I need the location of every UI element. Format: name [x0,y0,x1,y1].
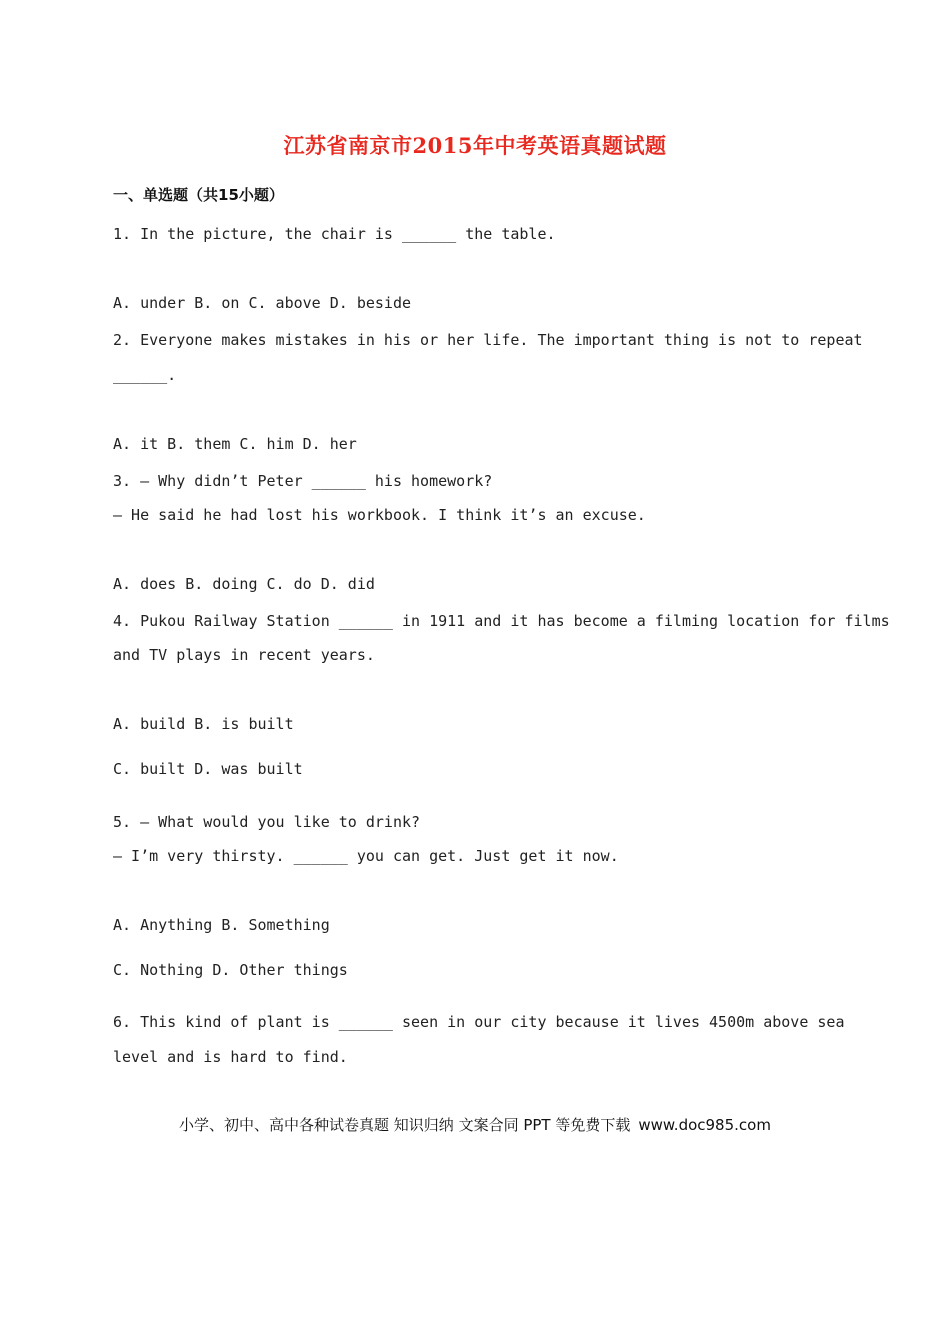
question-5-options-line-2: C. Nothing D. Other things [113,961,348,979]
question-1-stem-line-1: 1. In the picture, the chair is ______ the table. [113,225,556,243]
question-3-options-line-1: A. does B. doing C. do D. did [113,575,375,593]
footer-link[interactable]: www.doc985.com [638,1116,771,1134]
document-title: 江苏省南京市2015年中考英语真题试题 [283,133,667,158]
question-5-stem-line-2: — I’m very thirsty. ______ you can get. Just get it now. [113,847,619,865]
question-2-stem-line-2: ______. [113,366,177,384]
question-2-options-line-1: A. it B. them C. him D. her [113,435,357,453]
question-4-options-line-1: A. build B. is built [113,715,294,733]
question-6-stem-line-2: level and is hard to find. [113,1048,348,1066]
section-heading: 一、单选题（共15小题） [113,186,284,204]
footer-text: 小学、初中、高中各种试卷真题 知识归纳 文案合同 PPT 等免费下载 [179,1116,631,1134]
question-4-options-line-2: C. built D. was built [113,760,303,778]
question-1-options-line-1: A. under B. on C. above D. beside [113,294,412,312]
question-6-stem-line-1: 6. This kind of plant is ______ seen in our city because it lives 4500m above sea [113,1013,845,1031]
question-5-options-line-1: A. Anything B. Something [113,916,330,934]
question-2-stem-line-1: 2. Everyone makes mistakes in his or her life. The important thing is not to repeat [113,331,863,349]
question-3-stem-line-2: — He said he had lost his workbook. I think it’s an excuse. [113,506,646,524]
page-footer [0,1114,950,1135]
question-4-stem-line-1: 4. Pukou Railway Station ______ in 1911 and it has become a filming location for films [113,612,890,630]
question-4-stem-line-2: and TV plays in recent years. [113,646,375,664]
question-3-stem-line-1: 3. — Why didn’t Peter ______ his homework? [113,472,493,490]
question-5-stem-line-1: 5. — What would you like to drink? [113,813,421,831]
